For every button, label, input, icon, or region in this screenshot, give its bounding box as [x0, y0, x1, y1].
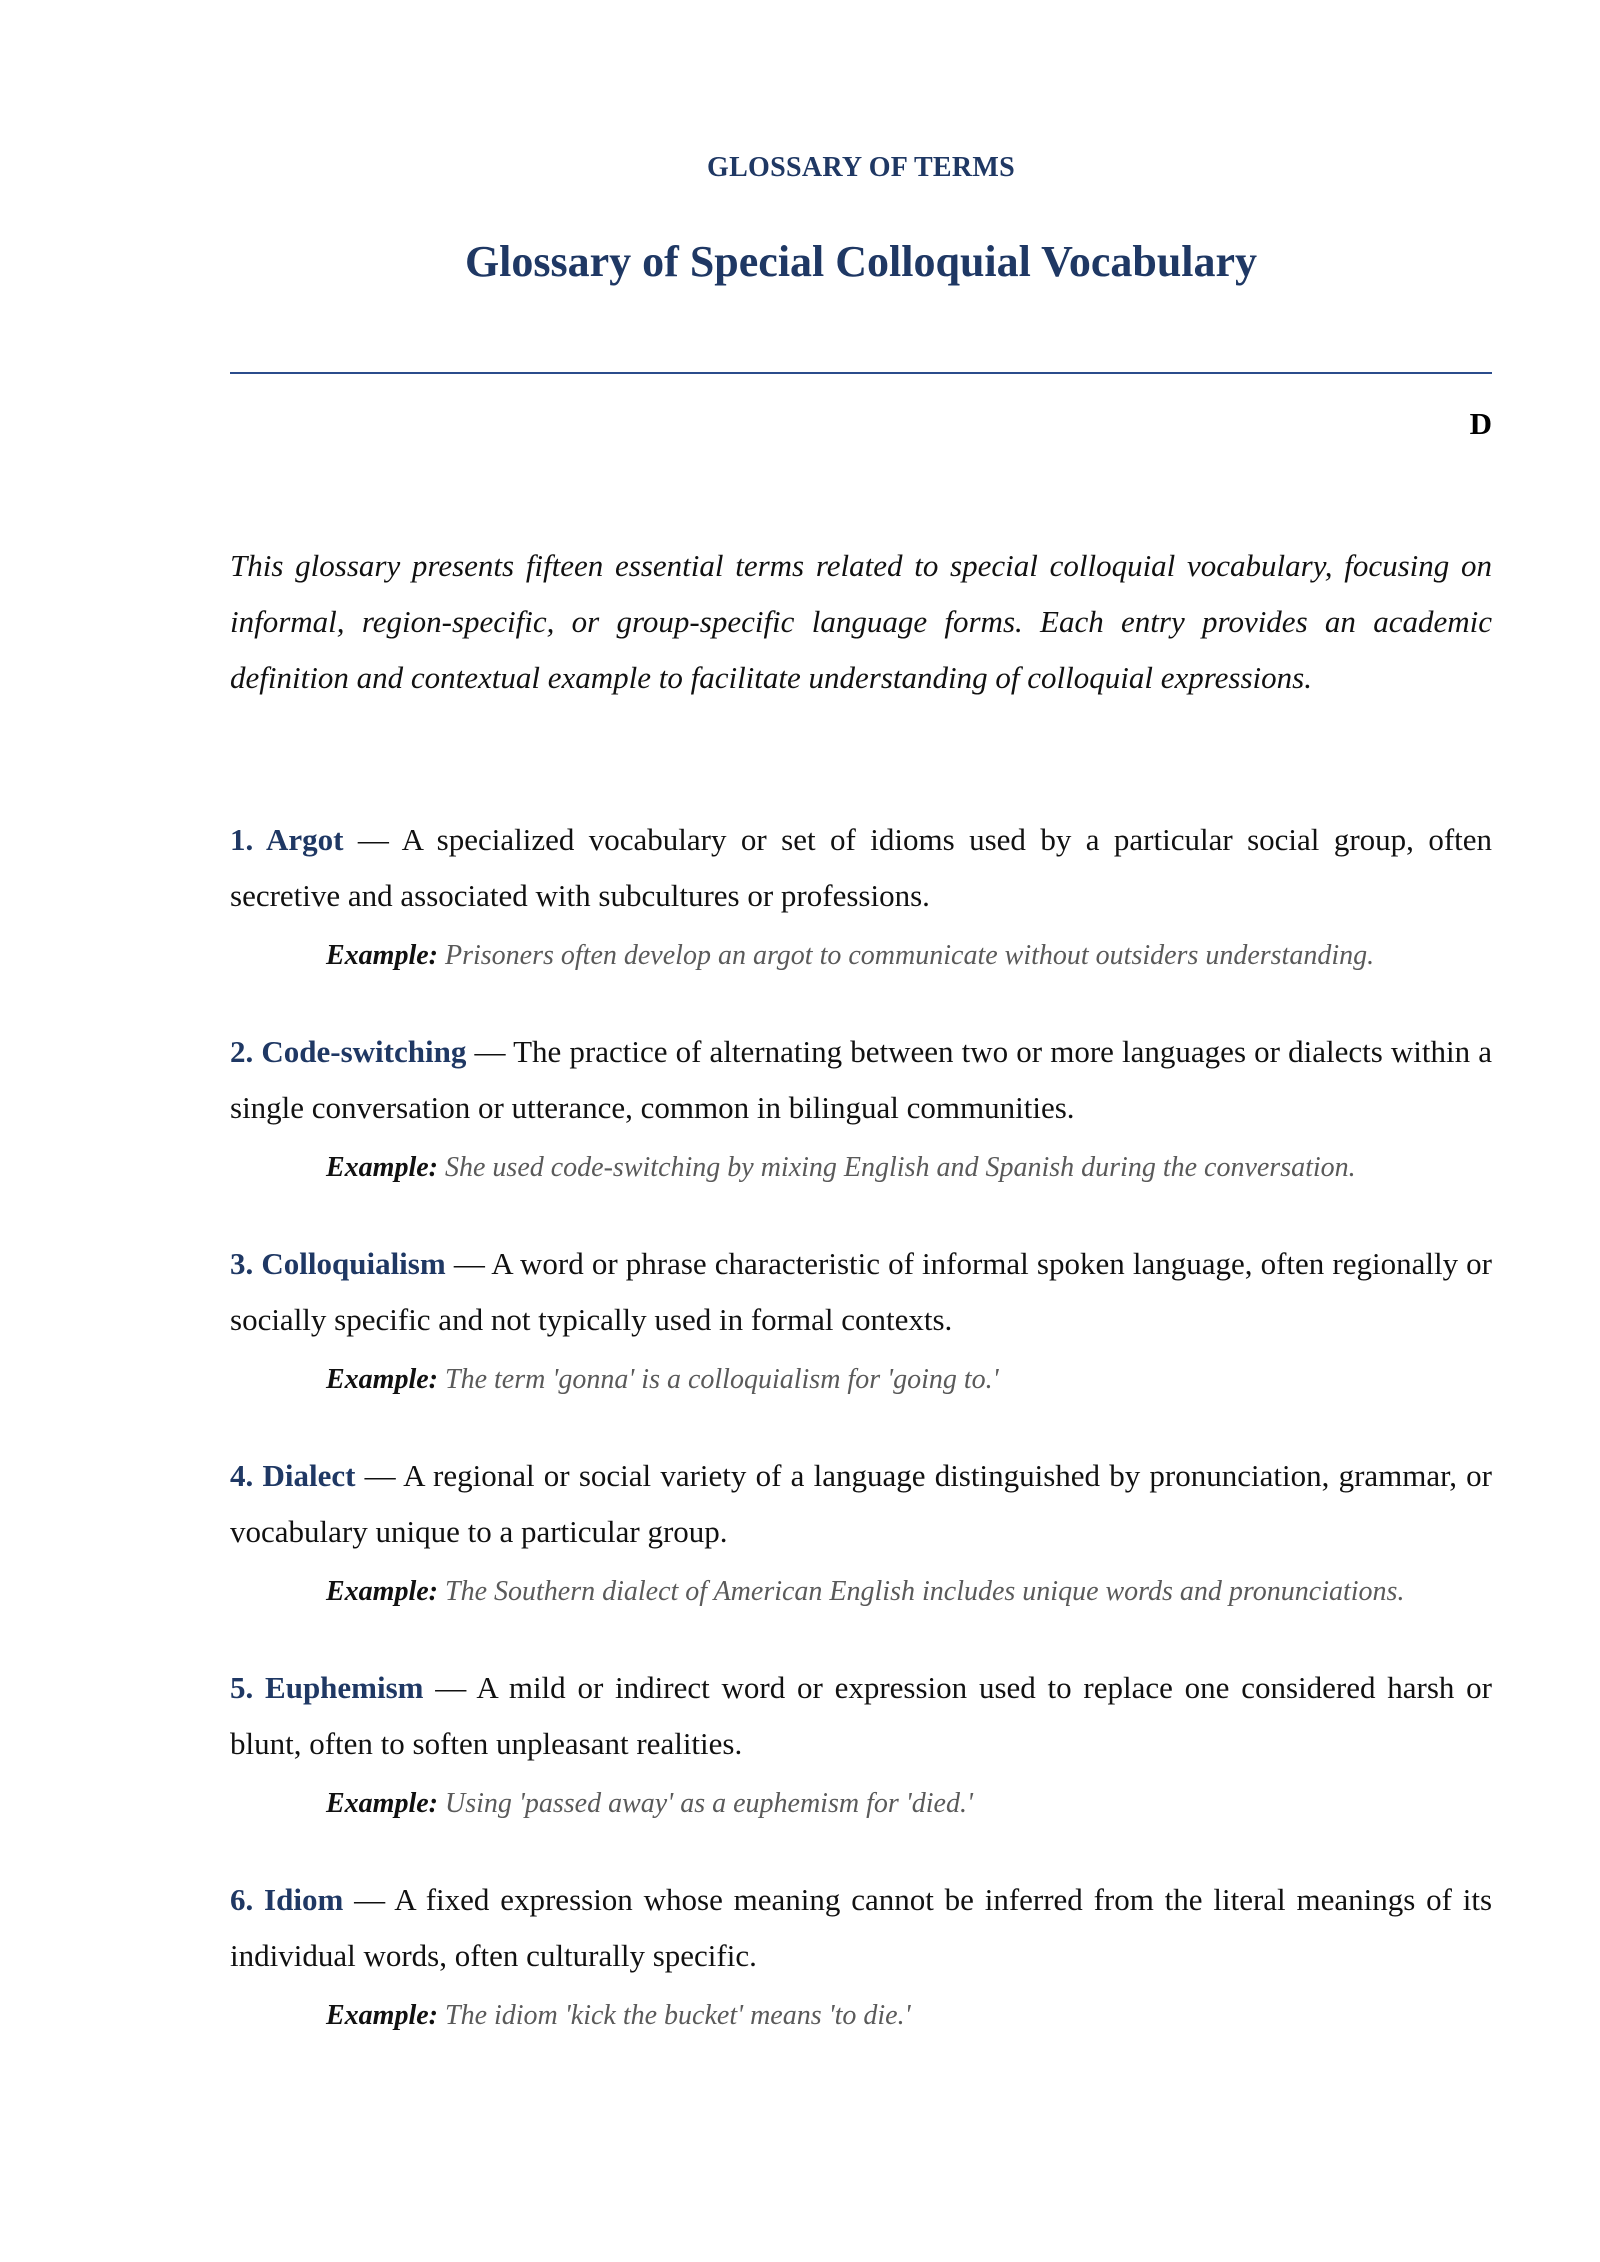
entry-definition: A specialized vocabulary or set of idioms used by a particular social group, often secretive and associated with subcultures or professions. [230, 822, 1493, 913]
entry-definition-line [230, 812, 1492, 924]
entry-definition-line [230, 1872, 1492, 1984]
intro-paragraph: This glossary presents fifteen essential terms related to special colloquial vocabulary, focusing on informal, region-specific, or group-specific language forms. Each entry provides an academic definition and contextual example to facilitate understanding of colloquial expressions. [230, 548, 1492, 695]
entry-term: 2. Code-switching [230, 1034, 467, 1069]
entry-definition: A mild or indirect word or expression used to replace one considered harsh or blunt, often to soften unpleasant realities. [230, 1670, 1493, 1761]
entry-definition: A regional or social variety of a language distinguished by pronunciation, grammar, or vocabulary unique to a particular group. [230, 1458, 1492, 1549]
glossary-entry [230, 1660, 1492, 1872]
entry-definition-line [230, 1448, 1492, 1560]
glossary-entry [230, 1236, 1492, 1448]
entry-definition-line [230, 1024, 1492, 1136]
glossary-entry [230, 812, 1492, 1024]
entry-separator: — [435, 1670, 467, 1705]
example-text: She used code-switching by mixing English and Spanish during the conversation. [445, 1152, 1356, 1183]
glossary-entry [230, 1448, 1492, 1660]
entry-term: 1. Argot [230, 822, 344, 857]
entry-example [326, 1148, 1492, 1188]
entry-example [326, 1572, 1492, 1612]
entry-separator: — [354, 1882, 386, 1917]
glossary-entries [230, 812, 1492, 2084]
example-label: Example: [326, 2000, 438, 2031]
example-text: Using 'passed away' as a euphemism for 'died.' [445, 1788, 973, 1819]
entry-term: 5. Euphemism [230, 1670, 424, 1705]
section-letter: D [1469, 406, 1492, 441]
entry-definition-line [230, 1660, 1492, 1772]
glossary-entry [230, 1024, 1492, 1236]
entry-definition: A word or phrase characteristic of informal spoken language, often regionally or socially specific and not typically used in formal contexts. [230, 1246, 1492, 1337]
entry-example [326, 1996, 1492, 2036]
entry-example [326, 1360, 1492, 1400]
example-label: Example: [326, 940, 438, 971]
example-label: Example: [326, 1576, 438, 1607]
entry-separator: — [474, 1034, 506, 1069]
entry-separator: — [453, 1246, 485, 1281]
entry-term: 6. Idiom [230, 1882, 344, 1917]
glossary-entry [230, 1872, 1492, 2084]
example-text: Prisoners often develop an argot to communicate without outsiders understanding. [445, 940, 1375, 971]
example-label: Example: [326, 1152, 438, 1183]
entry-separator: — [364, 1458, 396, 1493]
entry-example [326, 936, 1492, 976]
glossary-eyebrow: GLOSSARY OF TERMS [706, 152, 1016, 183]
example-label: Example: [326, 1788, 438, 1819]
title-divider [230, 372, 1492, 374]
example-text: The term 'gonna' is a colloquialism for 'going to.' [445, 1364, 999, 1395]
entry-definition: A fixed expression whose meaning cannot be inferred from the literal meanings of its individual words, often culturally specific. [230, 1882, 1493, 1973]
entry-example [326, 1784, 1492, 1824]
example-text: The Southern dialect of American English includes unique words and pronunciations. [445, 1576, 1405, 1607]
entry-term: 3. Colloquialism [230, 1246, 446, 1281]
entry-definition-line [230, 1236, 1492, 1348]
example-text: The idiom 'kick the bucket' means 'to die.' [445, 2000, 911, 2031]
entry-separator: — [357, 822, 389, 857]
page-title: Glossary of Special Colloquial Vocabulary [464, 237, 1258, 286]
entry-term: 4. Dialect [230, 1458, 356, 1493]
example-label: Example: [326, 1364, 438, 1395]
entry-definition: The practice of alternating between two or more languages or dialects within a single conversation or utterance, common in bilingual communities. [230, 1034, 1493, 1125]
